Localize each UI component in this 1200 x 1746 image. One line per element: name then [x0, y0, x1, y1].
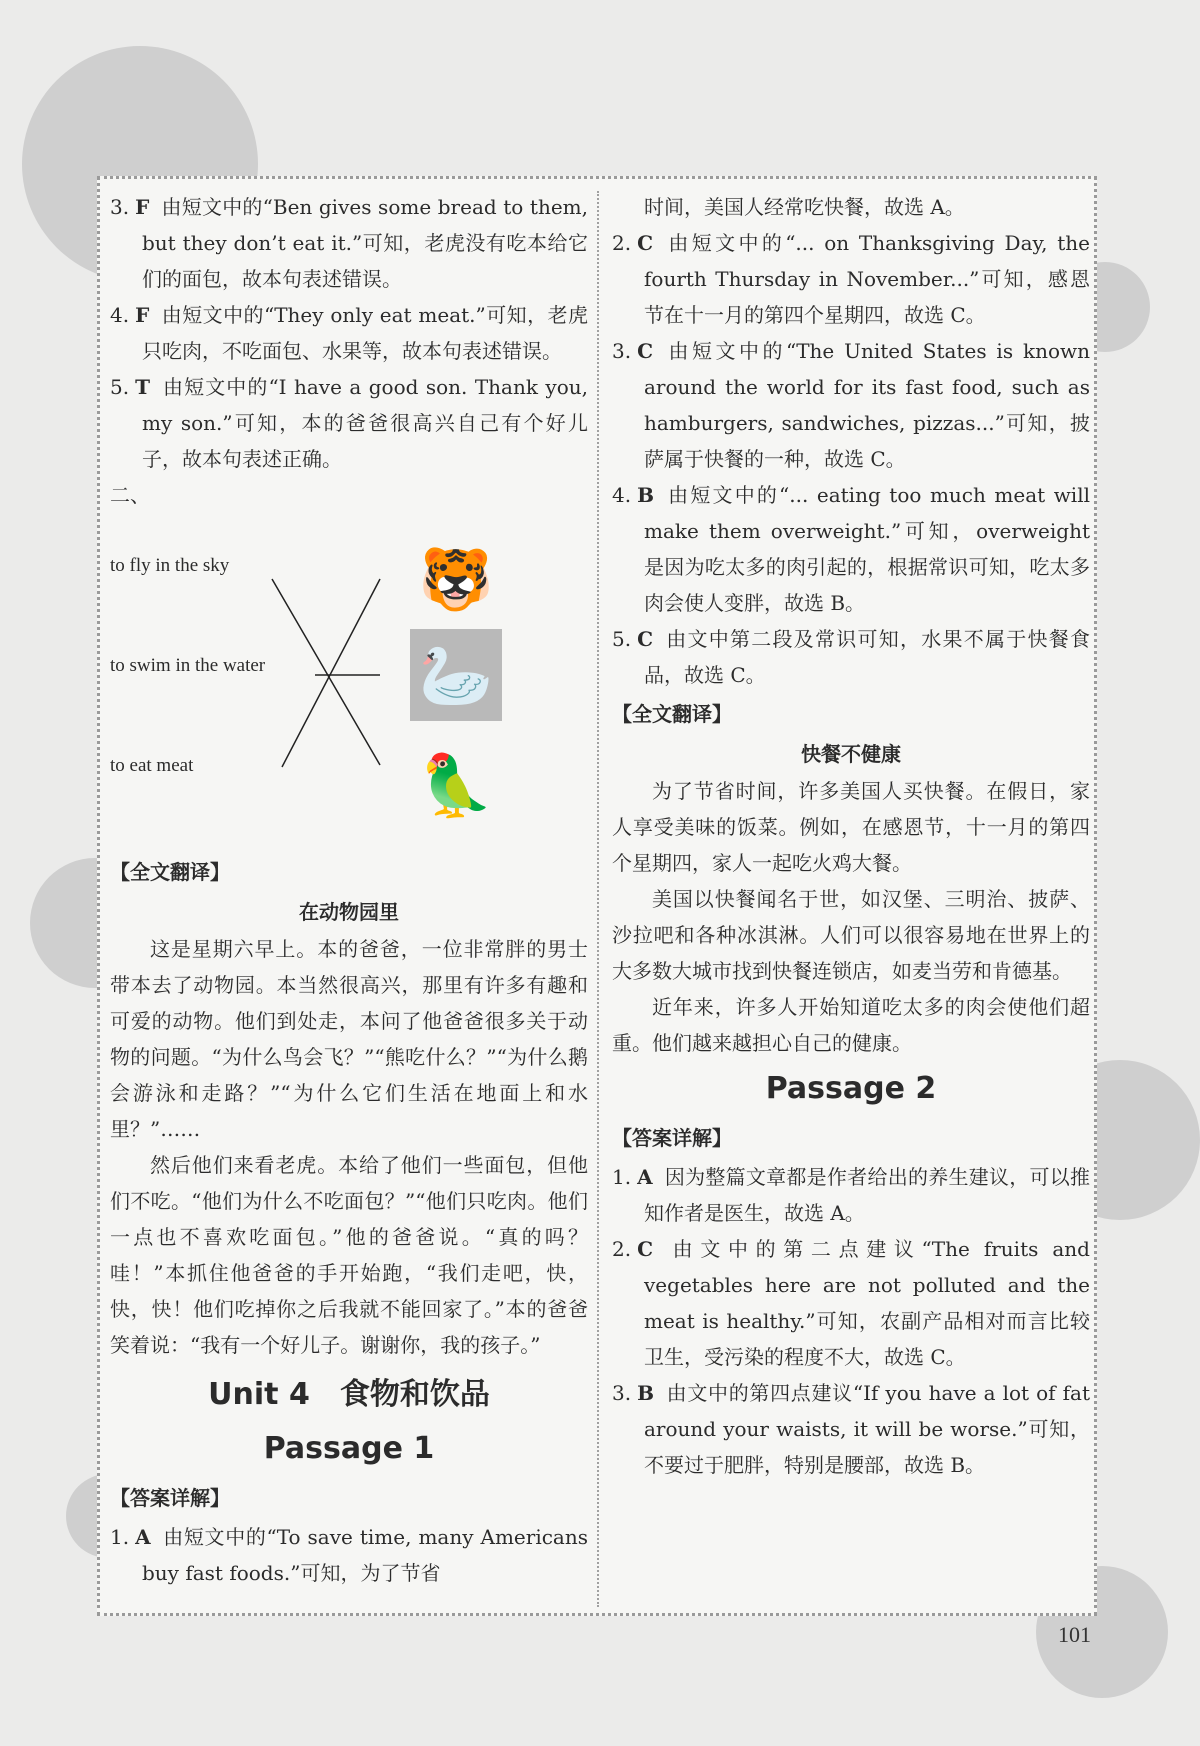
- phrase-fly: to fly in the sky: [110, 555, 230, 576]
- answer-item: 5. T 由短文中的“I have a good son. Thank you, my son.”可知，本的爸爸很高兴自己有个好儿子，故本句表述正确。: [110, 375, 588, 471]
- translation-title: 在动物园里: [299, 900, 399, 924]
- translation-paragraph: 美国以快餐闻名于世，如汉堡、三明治、披萨、沙拉吧和各种冰淇淋。人们可以很容易地在世界上的大多数大城市找到快餐连锁店，如麦当劳和肯德基。: [612, 887, 1090, 983]
- passage-1-title: Passage 1: [263, 1431, 435, 1466]
- translation-paragraph: 为了节省时间，许多美国人买快餐。在假日，家人享受美味的饭菜。例如，在感恩节，十一月的第四个星期四，家人一起吃火鸡大餐。: [612, 779, 1090, 875]
- match-line-fly-parrot: [272, 579, 380, 765]
- tiger-icon: 🐯: [418, 544, 494, 615]
- phrase-eat-meat: to eat meat: [110, 755, 194, 776]
- unit-title: Unit 4 食物和饮品: [208, 1377, 490, 1412]
- answer-item: 4. F 由短文中的“They only eat meat.”可知，老虎只吃肉，不吃面包、水果等，故本句表述错误。: [110, 303, 588, 363]
- translation-paragraph: 这是星期六早上。本的爸爸，一位非常胖的男士带本去了动物园。本当然很高兴，那里有许多有趣和可爱的动物。他们到处走，本问了他爸爸很多关于动物的问题。“为什么鸟会飞？”“熊吃什么？”“为什么鹅会游泳和走路？”“为什么它们生活在地面上和水里？”……: [110, 937, 588, 1141]
- section-two-heading: 二、: [110, 483, 150, 507]
- matching-lines: [110, 517, 588, 843]
- left-column: [110, 189, 588, 1591]
- page-number: 101: [1058, 1622, 1091, 1647]
- swan-icon: 🦢: [410, 629, 502, 721]
- right-column: [612, 189, 1090, 1483]
- answer-item: 1. A 因为整篇文章都是作者给出的养生建议，可以推知作者是医生，故选 A。: [612, 1165, 1090, 1225]
- translation-tag: 【全文翻译】: [110, 860, 230, 884]
- answer-detail-tag: 【答案详解】: [110, 1486, 230, 1510]
- answer-item: 1. A 由短文中的“To save time, many Americans buy fast foods.”可知，为了节省: [110, 1525, 588, 1585]
- translation-paragraph: 近年来，许多人开始知道吃太多的肉会使他们超重。他们越来越担心自己的健康。: [612, 995, 1090, 1055]
- passage-2-title: Passage 2: [765, 1071, 937, 1106]
- phrase-swim: to swim in the water: [110, 655, 266, 676]
- answer-item: 3. C 由短文中的“The United States is known around the world for its fast food, such as hamburgers, sandwiches, pizzas...”可知，披萨属于快餐的一种，故选 C。: [612, 339, 1090, 471]
- answer-item: 3. F 由短文中的“Ben gives some bread to them, but they don’t eat it.”可知，老虎没有吃本给它们的面包，故本句表述错误。: [110, 195, 588, 291]
- translation-tag: 【全文翻译】: [612, 702, 732, 726]
- answer-continuation: 时间，美国人经常吃快餐，故选 A。: [644, 195, 965, 219]
- answer-item: 2. C 由短文中的“... on Thanksgiving Day, the fourth Thursday in November...”可知，感恩节在十一月的第四个星期四，故选 C。: [612, 231, 1090, 327]
- parrot-icon: 🦜: [418, 750, 494, 821]
- answer-item: 2. C 由文中的第二点建议“The fruits and vegetables here are not polluted and the meat is healthy.”可知，农副产品相对而言比较卫生，受污染的程度不大，故选 C。: [612, 1237, 1090, 1369]
- answer-item: 5. C 由文中第二段及常识可知，水果不属于快餐食品，故选 C。: [612, 627, 1090, 687]
- answer-item: 4. B 由短文中的“... eating too much meat will make them overweight.”可知，overweight 是因为吃太多的肉引起的，根据常识可知，吃太多肉会使人变胖，故选 B。: [612, 483, 1090, 615]
- matching-exercise: [110, 517, 588, 843]
- answer-detail-tag: 【答案详解】: [612, 1126, 732, 1150]
- answer-panel: [97, 176, 1097, 1616]
- column-divider: [597, 191, 599, 1607]
- translation-paragraph: 然后他们来看老虎。本给了他们一些面包，但他们不吃。“他们为什么不吃面包？”“他们只吃肉。他们一点也不喜欢吃面包。”他的爸爸说。“真的吗？哇！”本抓住他爸爸的手开始跑，“我们走吧，快，快，快！他们吃掉你之后我就不能回家了。”本的爸爸笑着说：“我有一个好儿子。谢谢你，我的孩子。”: [110, 1153, 588, 1357]
- answer-item: 3. B 由文中的第四点建议“If you have a lot of fat around your waists, it will be worse.”可知，不要过于肥胖，特别是腰部，故选 B。: [612, 1381, 1090, 1477]
- translation-title: 快餐不健康: [801, 742, 901, 766]
